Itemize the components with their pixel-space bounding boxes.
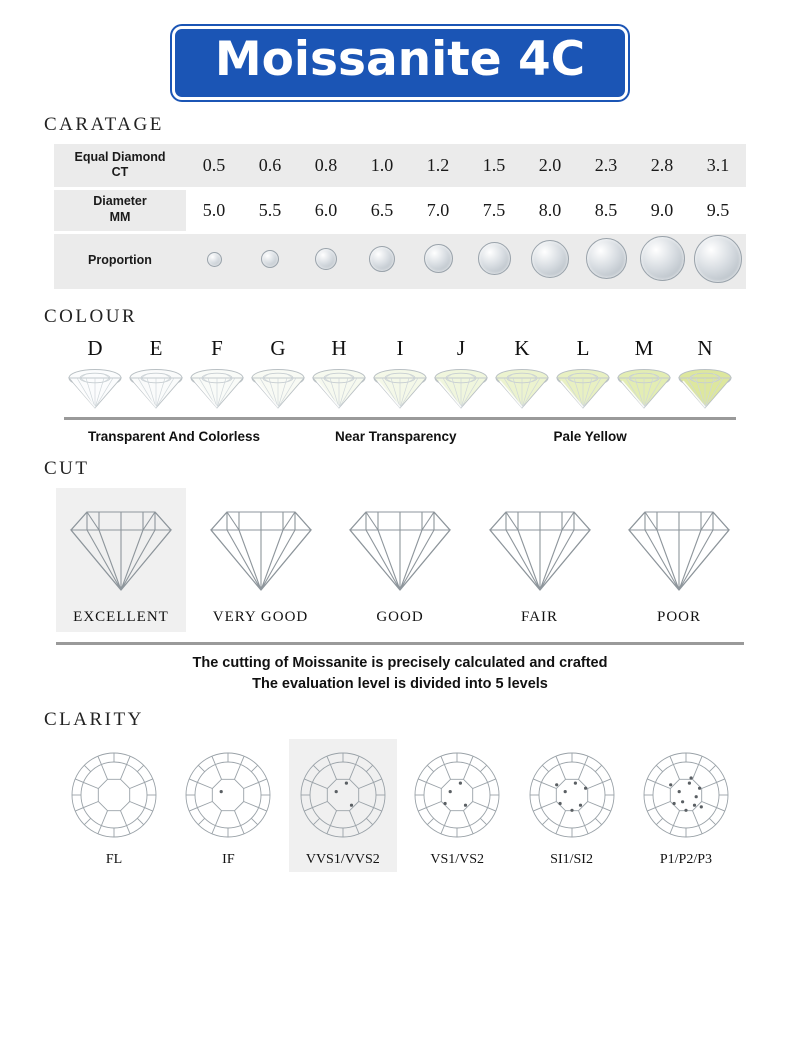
diameter-value: 5.0 bbox=[186, 188, 242, 232]
colour-grade-label: G bbox=[270, 335, 286, 360]
gem-dot-icon bbox=[207, 252, 222, 267]
diamond-outline-icon bbox=[63, 500, 179, 596]
cut-grade-label: POOR bbox=[656, 608, 701, 625]
colour-grade-label: L bbox=[576, 335, 590, 360]
proportion-gem-cell bbox=[298, 232, 354, 290]
proportion-gem-cell bbox=[186, 232, 242, 290]
colour-caption: Pale Yellow bbox=[553, 428, 627, 444]
colour-gem-f bbox=[188, 363, 246, 411]
row-label-line2: MM bbox=[109, 210, 131, 225]
carat-value: 0.8 bbox=[298, 144, 354, 188]
diamond-outline-icon bbox=[203, 500, 319, 596]
diamond-top-icon bbox=[411, 749, 503, 841]
cut-grade-item[interactable] bbox=[335, 488, 465, 632]
clarity-grade-label: IF bbox=[222, 851, 235, 867]
row-label-proportion: Proportion bbox=[54, 232, 186, 290]
colour-gem-l bbox=[554, 363, 612, 411]
section-heading-clarity: CLARITY bbox=[44, 708, 144, 730]
clarity-grade-label: VS1/VS2 bbox=[430, 851, 485, 867]
colour-grade-labels bbox=[40, 336, 760, 361]
caratage-table bbox=[54, 144, 746, 292]
row-label-line1: Equal Diamond bbox=[74, 149, 166, 164]
diameter-value: 8.5 bbox=[578, 188, 634, 232]
cut-grade-item[interactable] bbox=[196, 488, 326, 632]
colour-grade-label: F bbox=[211, 335, 223, 360]
clarity-grade-item[interactable] bbox=[289, 739, 397, 872]
proportion-gem-cell bbox=[578, 232, 634, 290]
cut-grade-label: EXCELLENT bbox=[73, 608, 169, 625]
gem-dot-icon bbox=[586, 238, 627, 279]
table-row-equal-diamond-ct bbox=[54, 144, 746, 188]
carat-value: 2.0 bbox=[522, 144, 578, 188]
diamond-side-icon bbox=[311, 363, 367, 411]
colour-grade-label: J bbox=[456, 335, 466, 360]
proportion-gem-cell bbox=[466, 232, 522, 290]
clarity-grade-item[interactable] bbox=[174, 739, 282, 872]
clarity-grade-row bbox=[50, 739, 750, 872]
title-banner bbox=[0, 0, 800, 100]
clarity-grade-label: P1/P2/P3 bbox=[659, 851, 713, 867]
row-label-line2: CT bbox=[111, 165, 129, 180]
carat-value: 2.3 bbox=[578, 144, 634, 188]
cut-grade-label: GOOD bbox=[376, 608, 424, 625]
diamond-outline-icon bbox=[621, 500, 737, 596]
diamond-top-icon bbox=[640, 749, 732, 841]
diamond-top-icon bbox=[182, 749, 274, 841]
colour-gem-e bbox=[127, 363, 185, 411]
diamond-top-icon bbox=[297, 749, 389, 841]
diamond-top-icon bbox=[526, 749, 618, 841]
diamond-side-icon bbox=[67, 363, 123, 411]
diameter-value: 9.5 bbox=[690, 188, 746, 232]
cut-note-line2: The evaluation level is divided into 5 levels bbox=[252, 675, 548, 692]
clarity-grade-label: FL bbox=[105, 851, 123, 867]
clarity-grade-item[interactable] bbox=[60, 739, 168, 872]
colour-grade-label: H bbox=[331, 335, 347, 360]
clarity-grade-item[interactable] bbox=[632, 739, 740, 872]
section-heading-cut: CUT bbox=[44, 457, 90, 479]
carat-value: 0.6 bbox=[242, 144, 298, 188]
diamond-side-icon bbox=[189, 363, 245, 411]
proportion-gem-cell bbox=[522, 232, 578, 290]
gem-dot-icon bbox=[478, 242, 511, 275]
colour-grade-label: D bbox=[87, 335, 103, 360]
diamond-side-icon bbox=[372, 363, 428, 411]
diamond-side-icon bbox=[433, 363, 489, 411]
colour-gem-k bbox=[493, 363, 551, 411]
gem-dot-icon bbox=[315, 248, 337, 270]
clarity-section bbox=[50, 739, 750, 872]
row-label-line1: Diameter bbox=[93, 194, 147, 209]
diamond-side-icon bbox=[250, 363, 306, 411]
cut-section bbox=[50, 488, 750, 695]
diamond-side-icon bbox=[555, 363, 611, 411]
diameter-value: 6.5 bbox=[354, 188, 410, 232]
gem-dot-icon bbox=[424, 244, 453, 273]
clarity-grade-label: VVS1/VVS2 bbox=[305, 851, 380, 867]
colour-section bbox=[40, 336, 760, 444]
cut-note bbox=[50, 653, 750, 695]
proportion-gem-cell bbox=[634, 232, 690, 290]
gem-dot-icon bbox=[261, 250, 279, 268]
colour-caption: Near Transparency bbox=[335, 428, 457, 444]
row-label-diameter-mm bbox=[54, 188, 186, 232]
colour-gem-d bbox=[66, 363, 124, 411]
diameter-value: 5.5 bbox=[242, 188, 298, 232]
cut-grade-label: VERY GOOD bbox=[212, 608, 309, 625]
section-heading-caratage: CARATAGE bbox=[44, 114, 164, 136]
gem-dot-icon bbox=[531, 240, 569, 278]
diameter-value: 7.0 bbox=[410, 188, 466, 232]
carat-value: 2.8 bbox=[634, 144, 690, 188]
gem-dot-icon bbox=[369, 246, 395, 272]
page-title: Moissanite 4C bbox=[214, 32, 586, 87]
proportion-gem-cell bbox=[242, 232, 298, 290]
colour-grade-label: N bbox=[697, 335, 713, 360]
colour-caption: Transparent And Colorless bbox=[88, 428, 261, 444]
section-heading-colour: COLOUR bbox=[44, 305, 138, 327]
title-box bbox=[172, 26, 628, 100]
colour-grade-label: E bbox=[149, 335, 163, 360]
diamond-side-icon bbox=[128, 363, 184, 411]
clarity-grade-label: SI1/SI2 bbox=[550, 851, 593, 867]
colour-gem-m bbox=[615, 363, 673, 411]
table-row-proportion bbox=[54, 232, 746, 290]
colour-divider bbox=[64, 417, 736, 420]
colour-gem-g bbox=[249, 363, 307, 411]
cut-grade-item[interactable] bbox=[56, 488, 186, 632]
cut-grade-item[interactable] bbox=[475, 488, 605, 632]
diamond-side-icon bbox=[677, 363, 733, 411]
colour-grade-label: K bbox=[514, 335, 530, 360]
diamond-top-icon bbox=[68, 749, 160, 841]
diameter-value: 6.0 bbox=[298, 188, 354, 232]
clarity-grade-item[interactable] bbox=[518, 739, 626, 872]
proportion-gem-cell bbox=[690, 232, 746, 290]
cut-grade-label: FAIR bbox=[520, 608, 559, 625]
gem-dot-icon bbox=[640, 236, 685, 281]
carat-value: 3.1 bbox=[690, 144, 746, 188]
diameter-value: 9.0 bbox=[634, 188, 690, 232]
diamond-side-icon bbox=[494, 363, 550, 411]
table-row-diameter-mm bbox=[54, 188, 746, 232]
carat-value: 0.5 bbox=[186, 144, 242, 188]
gem-dot-icon bbox=[694, 235, 742, 283]
diamond-side-icon bbox=[616, 363, 672, 411]
diamond-outline-icon bbox=[342, 500, 458, 596]
diameter-value: 8.0 bbox=[522, 188, 578, 232]
proportion-gem-cell bbox=[354, 232, 410, 290]
row-label-equal-diamond-ct bbox=[54, 144, 186, 188]
colour-grade-label: I bbox=[396, 335, 404, 360]
clarity-grade-item[interactable] bbox=[403, 739, 511, 872]
cut-grade-item[interactable] bbox=[614, 488, 744, 632]
proportion-gem-cell bbox=[410, 232, 466, 290]
colour-gem-h bbox=[310, 363, 368, 411]
colour-gem-i bbox=[371, 363, 429, 411]
carat-value: 1.2 bbox=[410, 144, 466, 188]
colour-gem-row bbox=[40, 363, 760, 411]
cut-grade-row bbox=[50, 488, 750, 632]
cut-divider bbox=[56, 642, 744, 645]
cut-note-line1: The cutting of Moissanite is precisely calculated and crafted bbox=[192, 654, 608, 671]
colour-gem-j bbox=[432, 363, 490, 411]
colour-grade-label: M bbox=[634, 335, 654, 360]
diameter-value: 7.5 bbox=[466, 188, 522, 232]
colour-captions bbox=[40, 429, 760, 444]
colour-gem-n bbox=[676, 363, 734, 411]
diamond-outline-icon bbox=[482, 500, 598, 596]
carat-value: 1.0 bbox=[354, 144, 410, 188]
carat-value: 1.5 bbox=[466, 144, 522, 188]
